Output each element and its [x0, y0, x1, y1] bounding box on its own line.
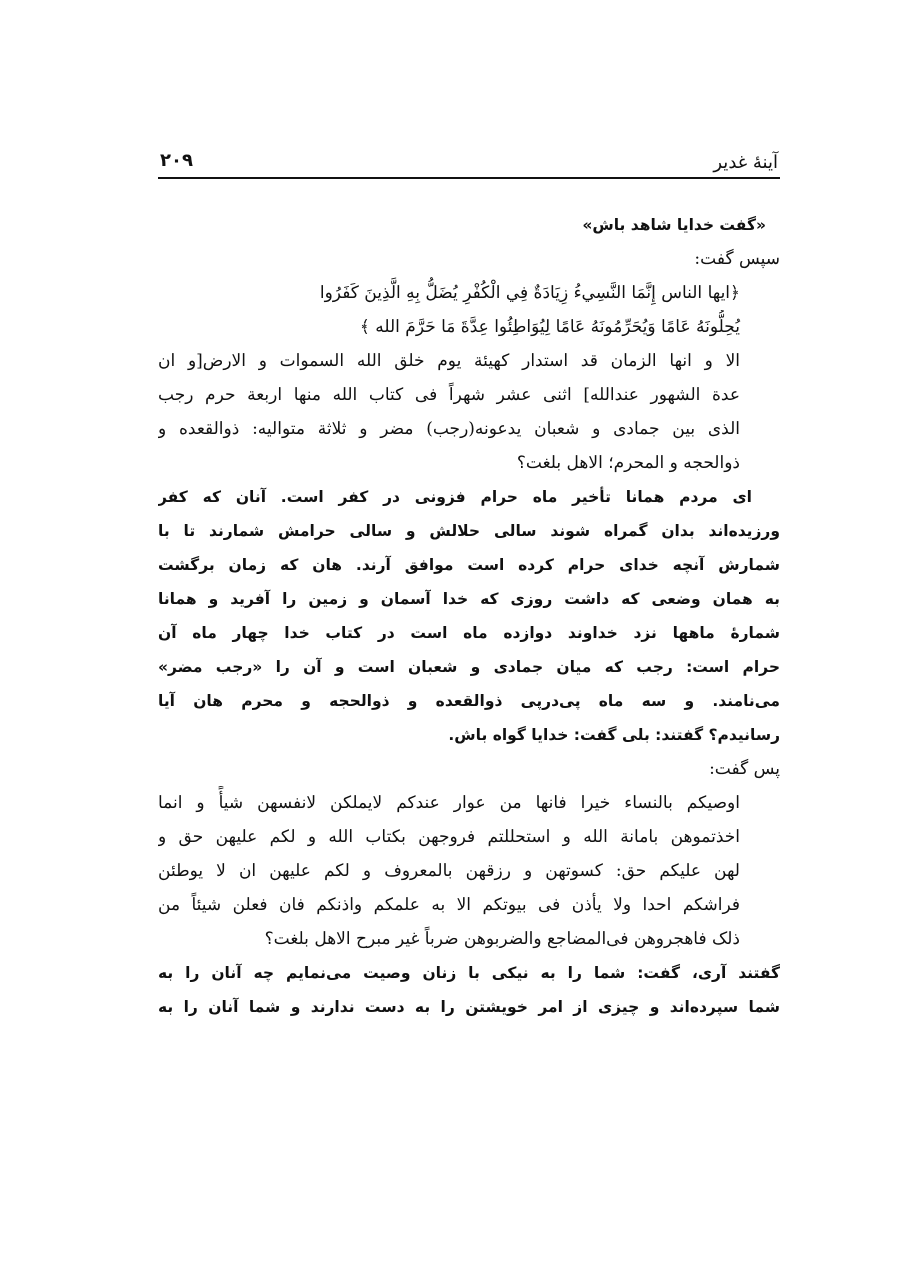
- text-line: می‌نامند. و سه ماه پی‌درپی ذوالقعده و ذوالحجه و محرم هان آیا: [158, 692, 780, 710]
- text-line: شمارهٔ ماهها نزد خداوند دوازده ماه است در کتاب خدا چهار ماه آن: [158, 624, 780, 642]
- text-line: عدة الشهور عندالله] اثنی عشر شهراً فی کتاب الله منها اربعة حرم رجب: [158, 385, 740, 405]
- text-line: ورزیده‌اند بدان گمراه شوند سالی حلالش و سالی حرامش شمارند تا با: [158, 522, 780, 540]
- book-title: آینهٔ غدیر: [713, 152, 778, 173]
- text-line: ذلک فاهجروهن فی‌المضاجع والضربوهن ضرباً غیر مبرح الاهل بلغت؟: [264, 929, 740, 949]
- text-line: اخذتموهن بامانة الله و استحللتم فروجهن بکتاب الله و لکم علیهن حق و: [158, 827, 740, 847]
- text-line: سپس گفت:: [694, 249, 780, 269]
- text-line: ای مردم همانا تأخیر ماه حرام فزونی در کفر است. آنان که کفر: [158, 488, 752, 506]
- page-number: ۲۰۹: [160, 150, 193, 171]
- text-line: ﴿ایها الناس إِنَّمَا النَّسِيءُ زِيَادَةٌ فِي الْكُفْرِ يُضَلُّ بِهِ الَّذِينَ كَفَرُوا: [319, 283, 740, 303]
- text-line: يُحِلُّونَهُ عَامًا وَيُحَرِّمُونَهُ عَامًا لِيُوَاطِئُوا عِدَّةَ مَا حَرَّمَ الله ﴾: [359, 317, 740, 337]
- text-line: لهن علیکم حق: کسوتهن و رزقهن بالمعروف و لکم علیهن ان لا یوطئن: [158, 861, 740, 881]
- text-line: الذی بین جمادی و شعبان یدعونه(رجب) مضر و ثلاثة متوالیه: ذوالقعده و: [158, 419, 740, 439]
- text-line: شمارش آنچه خدای حرام کرده است موافق آرند. هان که زمان برگشت: [158, 556, 780, 574]
- text-line: ذوالحجه و المحرم؛ الاهل بلغت؟: [516, 453, 740, 473]
- text-line: حرام است: رجب که میان جمادی و شعبان است و آن را «رجب مضر»: [158, 658, 780, 676]
- header-rule: [158, 177, 780, 179]
- running-header: [158, 148, 780, 178]
- text-line: فراشکم احدا ولا یأذن فی بیوتکم الا به علمکم واذنکم فان فعلن شیئاً من: [158, 895, 740, 915]
- text-line: رسانیدم؟ گفتند: بلی گفت: خدایا گواه باش.: [448, 726, 780, 744]
- text-line: گفتند آری، گفت: شما را به نیکی با زنان وصیت می‌نمایم چه آنان را به: [158, 964, 780, 982]
- text-line: به همان وضعی که داشت روزی که خدا آسمان و زمین را آفرید و همانا: [158, 590, 780, 608]
- page-body: [158, 208, 780, 1024]
- text-line: شما سپرده‌اند و چیزی از امر خویشتن را به دست ندارند و شما آنان را به: [158, 998, 780, 1016]
- text-line: الا و انها الزمان قد استدار کهیئة یوم خلق الله السموات و الارض[و ان: [158, 351, 740, 371]
- text-line: «گفت خدایا شاهد باش»: [582, 216, 766, 234]
- text-line: اوصیکم بالنساء خیرا فانها من عوار عندکم لایملکن لانفسهن شیأً و انما: [158, 793, 740, 813]
- text-line: پس گفت:: [709, 759, 780, 779]
